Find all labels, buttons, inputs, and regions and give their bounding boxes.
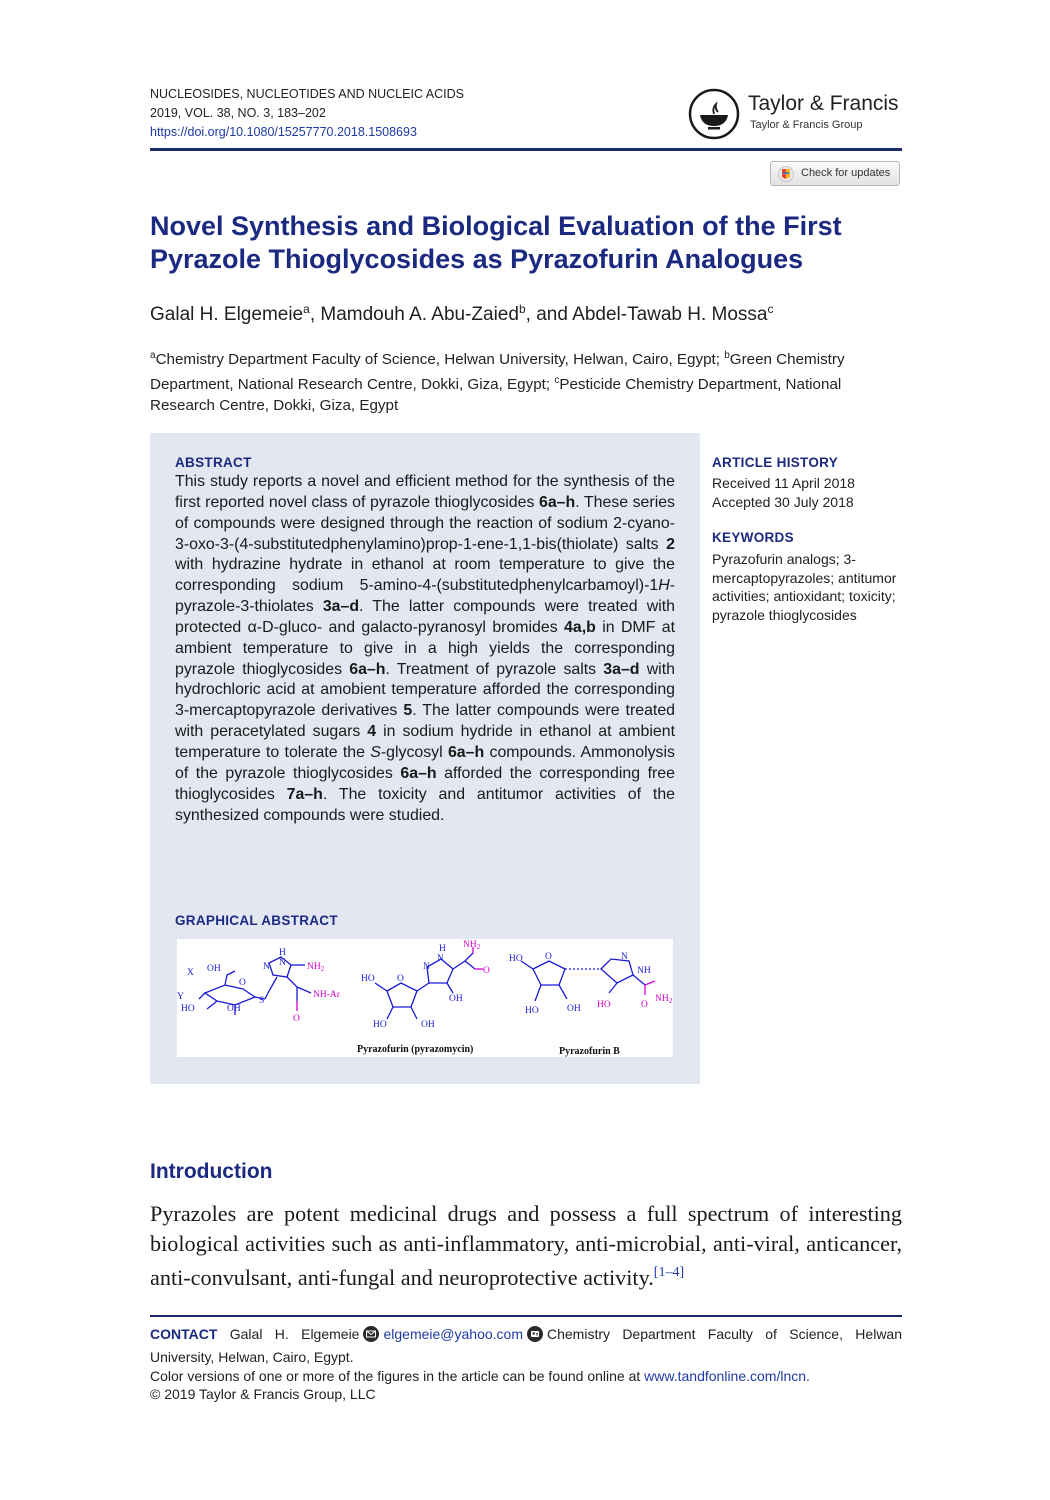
affiliation-b: Green Chemistry Department, National Research Centre, Dokki, Giza, Egypt;: [150, 351, 845, 393]
abstract-run: with hydrazine hydrate in ethanol at room temperature to give the corresponding sodium 5-amino-4-(substitutedphenylcarbamoyl)-1: [175, 556, 675, 595]
doi-link[interactable]: https://doi.org/10.1080/15257770.2018.1508693: [150, 125, 417, 139]
copyright: © 2019 Taylor & Francis Group, LLC: [150, 1386, 376, 1402]
keywords-list: Pyrazofurin analogs; 3-mercaptopyrazoles; antitumor activities; antioxidant; toxicity; pyrazole thioglycosides: [712, 551, 897, 623]
abstract-label: ABSTRACT: [175, 455, 252, 470]
footer-notes: [150, 1325, 902, 1387]
atom-label: OH: [567, 1004, 581, 1014]
abstract-run: . The latter compounds were treated with peracetylated sugars: [175, 702, 676, 741]
footer-rule: [150, 1315, 902, 1317]
author-3[interactable]: Abdel-Tawab H. Mossa: [572, 304, 768, 325]
bond: [465, 961, 475, 969]
abstract-run: compounds. Ammonolysis of the pyrazole thioglycosides: [175, 743, 675, 782]
crossmark-icon: [778, 166, 794, 182]
atom-label: OH: [207, 964, 221, 974]
atom-label: O: [397, 974, 404, 984]
atom-label: H: [439, 944, 446, 954]
check-for-updates-label: Check for updates: [801, 167, 891, 179]
bond: [609, 983, 617, 993]
compound-label: 7a–h: [286, 785, 323, 803]
atom-label: HO: [597, 1000, 611, 1010]
journal-info: [150, 85, 464, 142]
atom-label: O: [239, 978, 246, 988]
abstract-run: with hydrochloric acid at amobient temperature afforded the corresponding 3-mercaptopyrazole derivatives: [175, 660, 675, 720]
abstract-run: . Treatment of pyrazole salts: [385, 660, 604, 678]
publisher-name: Taylor & Francis: [748, 92, 899, 115]
compound-label: 2: [666, 535, 675, 553]
bond: [207, 1001, 217, 1009]
contact-line: [150, 1325, 902, 1367]
introduction-heading: Introduction: [150, 1160, 273, 1183]
publisher-logo-icon: [688, 88, 740, 140]
atom-subscript: 2: [320, 965, 325, 973]
abstract-text: [175, 472, 675, 826]
tandfonline-link[interactable]: www.tandfonline.com/lncn.: [644, 1368, 810, 1384]
keywords-label: KEYWORDS: [712, 530, 794, 545]
bond: [453, 953, 473, 969]
abstract-box: [150, 433, 700, 1084]
journal-name: NUCLEOSIDES, NUCLEOTIDES AND NUCLEIC ACIDS: [150, 87, 464, 101]
bond: [199, 993, 205, 999]
volume-info: 2019, VOL. 38, NO. 3, 183–202: [150, 106, 326, 120]
compound-label: 4a,b: [564, 618, 596, 636]
affiliation-c-sup: c: [554, 375, 560, 386]
author-1-sup: a: [303, 302, 310, 316]
bond: [417, 983, 429, 991]
contact-label: CONTACT: [150, 1326, 218, 1342]
article-title: Novel Synthesis and Biological Evaluation of the First Pyrazole Thioglycosides as Pyrazofurin Analogues: [150, 211, 842, 274]
atom-label: O: [293, 1014, 300, 1024]
atom-label: OH: [227, 1004, 241, 1014]
atom-label: OH: [421, 1020, 435, 1030]
atom-label: NH-Ar: [313, 990, 340, 1000]
atom-label: HO: [181, 1004, 195, 1014]
abstract-run: afforded the corresponding free thioglycosides: [175, 764, 675, 803]
atom-label: Y: [177, 992, 184, 1002]
bond: [411, 1007, 417, 1019]
email-icon: [363, 1326, 379, 1348]
abstract-run: in sodium hydride in ethanol at ambient temperature to tolerate the: [175, 723, 675, 761]
atom-label: HO: [373, 1020, 387, 1030]
compound-label: 5: [403, 702, 413, 720]
atom-label: HO: [361, 974, 375, 984]
bond: [375, 983, 387, 991]
pyranose-ring: [205, 985, 255, 1005]
atom-subscript: 2: [476, 943, 481, 951]
bond: [633, 975, 645, 985]
atom-label: S: [259, 996, 265, 1006]
abstract-run: . The toxicity and antitumor activities of the synthesized compounds were studied.: [175, 785, 675, 824]
compound-label: 6a–h: [538, 493, 576, 511]
contact-address: Chemistry Department Faculty of Science, Helwan University, Helwan, Cairo, Egypt.: [150, 1326, 902, 1365]
article-history: [712, 474, 855, 512]
compound-label: 3a–d: [322, 598, 360, 616]
header-rule: [150, 148, 902, 151]
author-separator: ,: [309, 304, 321, 325]
graphical-abstract-figure[interactable]: [177, 939, 673, 1057]
author-2[interactable]: Mamdouh A. Abu-Zaied: [320, 304, 519, 325]
bond: [559, 985, 567, 999]
atom-label: NH: [655, 994, 669, 1004]
furanose-ring: [387, 983, 417, 1007]
author-3-sup: c: [767, 302, 774, 316]
atom-label: X: [187, 968, 194, 978]
atom-label: HO: [525, 1006, 539, 1016]
author-list: [150, 302, 774, 326]
graphical-abstract-label: GRAPHICAL ABSTRACT: [175, 913, 338, 928]
chemical-structures: [177, 939, 673, 1057]
affiliation-c: Pesticide Chemistry Department, National Research Centre, Dokki, Giza, Egypt: [150, 376, 842, 414]
bond: [387, 1007, 393, 1019]
abstract-run: This study reports a novel and efficient method for the synthesis of the first reported novel class of pyrazole thioglycosides: [175, 473, 675, 511]
introduction-text: Pyrazoles are potent medicinal drugs and possess a full spectrum of interesting biological activities such as anti-inflammatory, anti-microbial, anti-viral, anticancer, anti-convulsant, anti-fungal and neuroprotective activity.: [150, 1201, 902, 1290]
abstract-run: in DMF at ambient temperature to give in a high yields the corresponding pyrazole thioglycosides: [175, 618, 675, 678]
bond: [265, 977, 277, 999]
received-date: Received 11 April 2018: [712, 475, 855, 491]
bond: [521, 961, 533, 969]
abstract-run: . These series of compounds were designed through the reaction of sodium 2-cyano-3-oxo-3-(4-substitutedphenylamino)prop-1-ene-1,1-bis(thiolate) salts: [175, 493, 676, 553]
italic-text: H: [658, 577, 670, 595]
bond: [535, 985, 541, 1001]
compound-label: 6a–h: [400, 764, 437, 782]
abstract-run: -pyrazole-3-thiolates: [175, 577, 675, 616]
atom-label: OH: [449, 994, 463, 1004]
publisher-group: Taylor & Francis Group: [750, 119, 863, 131]
italic-text: S: [370, 743, 381, 761]
compound-label: 6a–h: [349, 660, 386, 678]
bond: [645, 981, 655, 985]
pyrazole-ring: [601, 959, 633, 983]
contact-email-link[interactable]: elgemeie@yahoo.com: [383, 1326, 523, 1342]
atom-label: O: [483, 966, 490, 976]
bond: [287, 977, 297, 1001]
affiliation-a-sup: a: [150, 350, 156, 361]
author-separator: , and: [525, 304, 573, 325]
affiliations: [150, 345, 870, 416]
atom-label: N: [437, 954, 444, 964]
author-1[interactable]: Galal H. Elgemeie: [150, 304, 304, 325]
atom-label: O: [545, 952, 552, 962]
atom-label: H: [279, 948, 286, 958]
atom-label: [655, 994, 673, 1005]
introduction-paragraph: [150, 1199, 902, 1293]
atom-label: [463, 940, 481, 951]
affiliation-a: Chemistry Department Faculty of Science, Helwan University, Helwan, Cairo, Egypt;: [155, 351, 725, 368]
compound-label: 4: [367, 723, 377, 741]
atom-label: N: [263, 962, 270, 972]
furanose-ring: [533, 961, 565, 985]
atom-label: HO: [509, 954, 523, 964]
citation-link[interactable]: [1–4]: [653, 1265, 685, 1280]
atom-subscript: 2: [668, 997, 673, 1005]
affiliation-b-sup: b: [724, 350, 730, 361]
color-note-line: [150, 1367, 902, 1387]
figure-caption-2: Pyrazofurin B: [559, 1046, 620, 1057]
atom-label: N: [621, 952, 628, 962]
atom-label: NH: [637, 966, 651, 976]
accepted-date: Accepted 30 July 2018: [712, 494, 854, 510]
atom-label: O: [641, 1000, 648, 1010]
abstract-run: . The latter compounds were treated with protected α-D-gluco- and galacto-pyranosyl bromides: [175, 598, 675, 636]
contact-name: Galal H. Elgemeie: [229, 1326, 360, 1342]
compound-label: 6a–h: [447, 743, 485, 761]
bond: [297, 987, 311, 993]
atom-label: NH: [463, 940, 477, 950]
check-for-updates-button[interactable]: [770, 161, 900, 186]
compound-label: 3a–d: [603, 660, 640, 678]
atom-label: NH: [307, 962, 321, 972]
bond: [225, 971, 235, 985]
atom-label: N: [423, 962, 430, 972]
bond: [447, 983, 453, 993]
author-2-sup: b: [518, 302, 526, 316]
color-note: Color versions of one or more of the figures in the article can be found online at: [150, 1368, 641, 1384]
atom-label: [307, 962, 325, 973]
figure-caption-1: Pyrazofurin (pyrazomycin): [357, 1044, 474, 1055]
address-icon: [527, 1326, 543, 1348]
article-history-label: ARTICLE HISTORY: [712, 455, 839, 470]
atom-label: N: [279, 958, 286, 968]
publisher-logo: [688, 86, 903, 142]
abstract-run: -glycosyl: [380, 743, 448, 761]
